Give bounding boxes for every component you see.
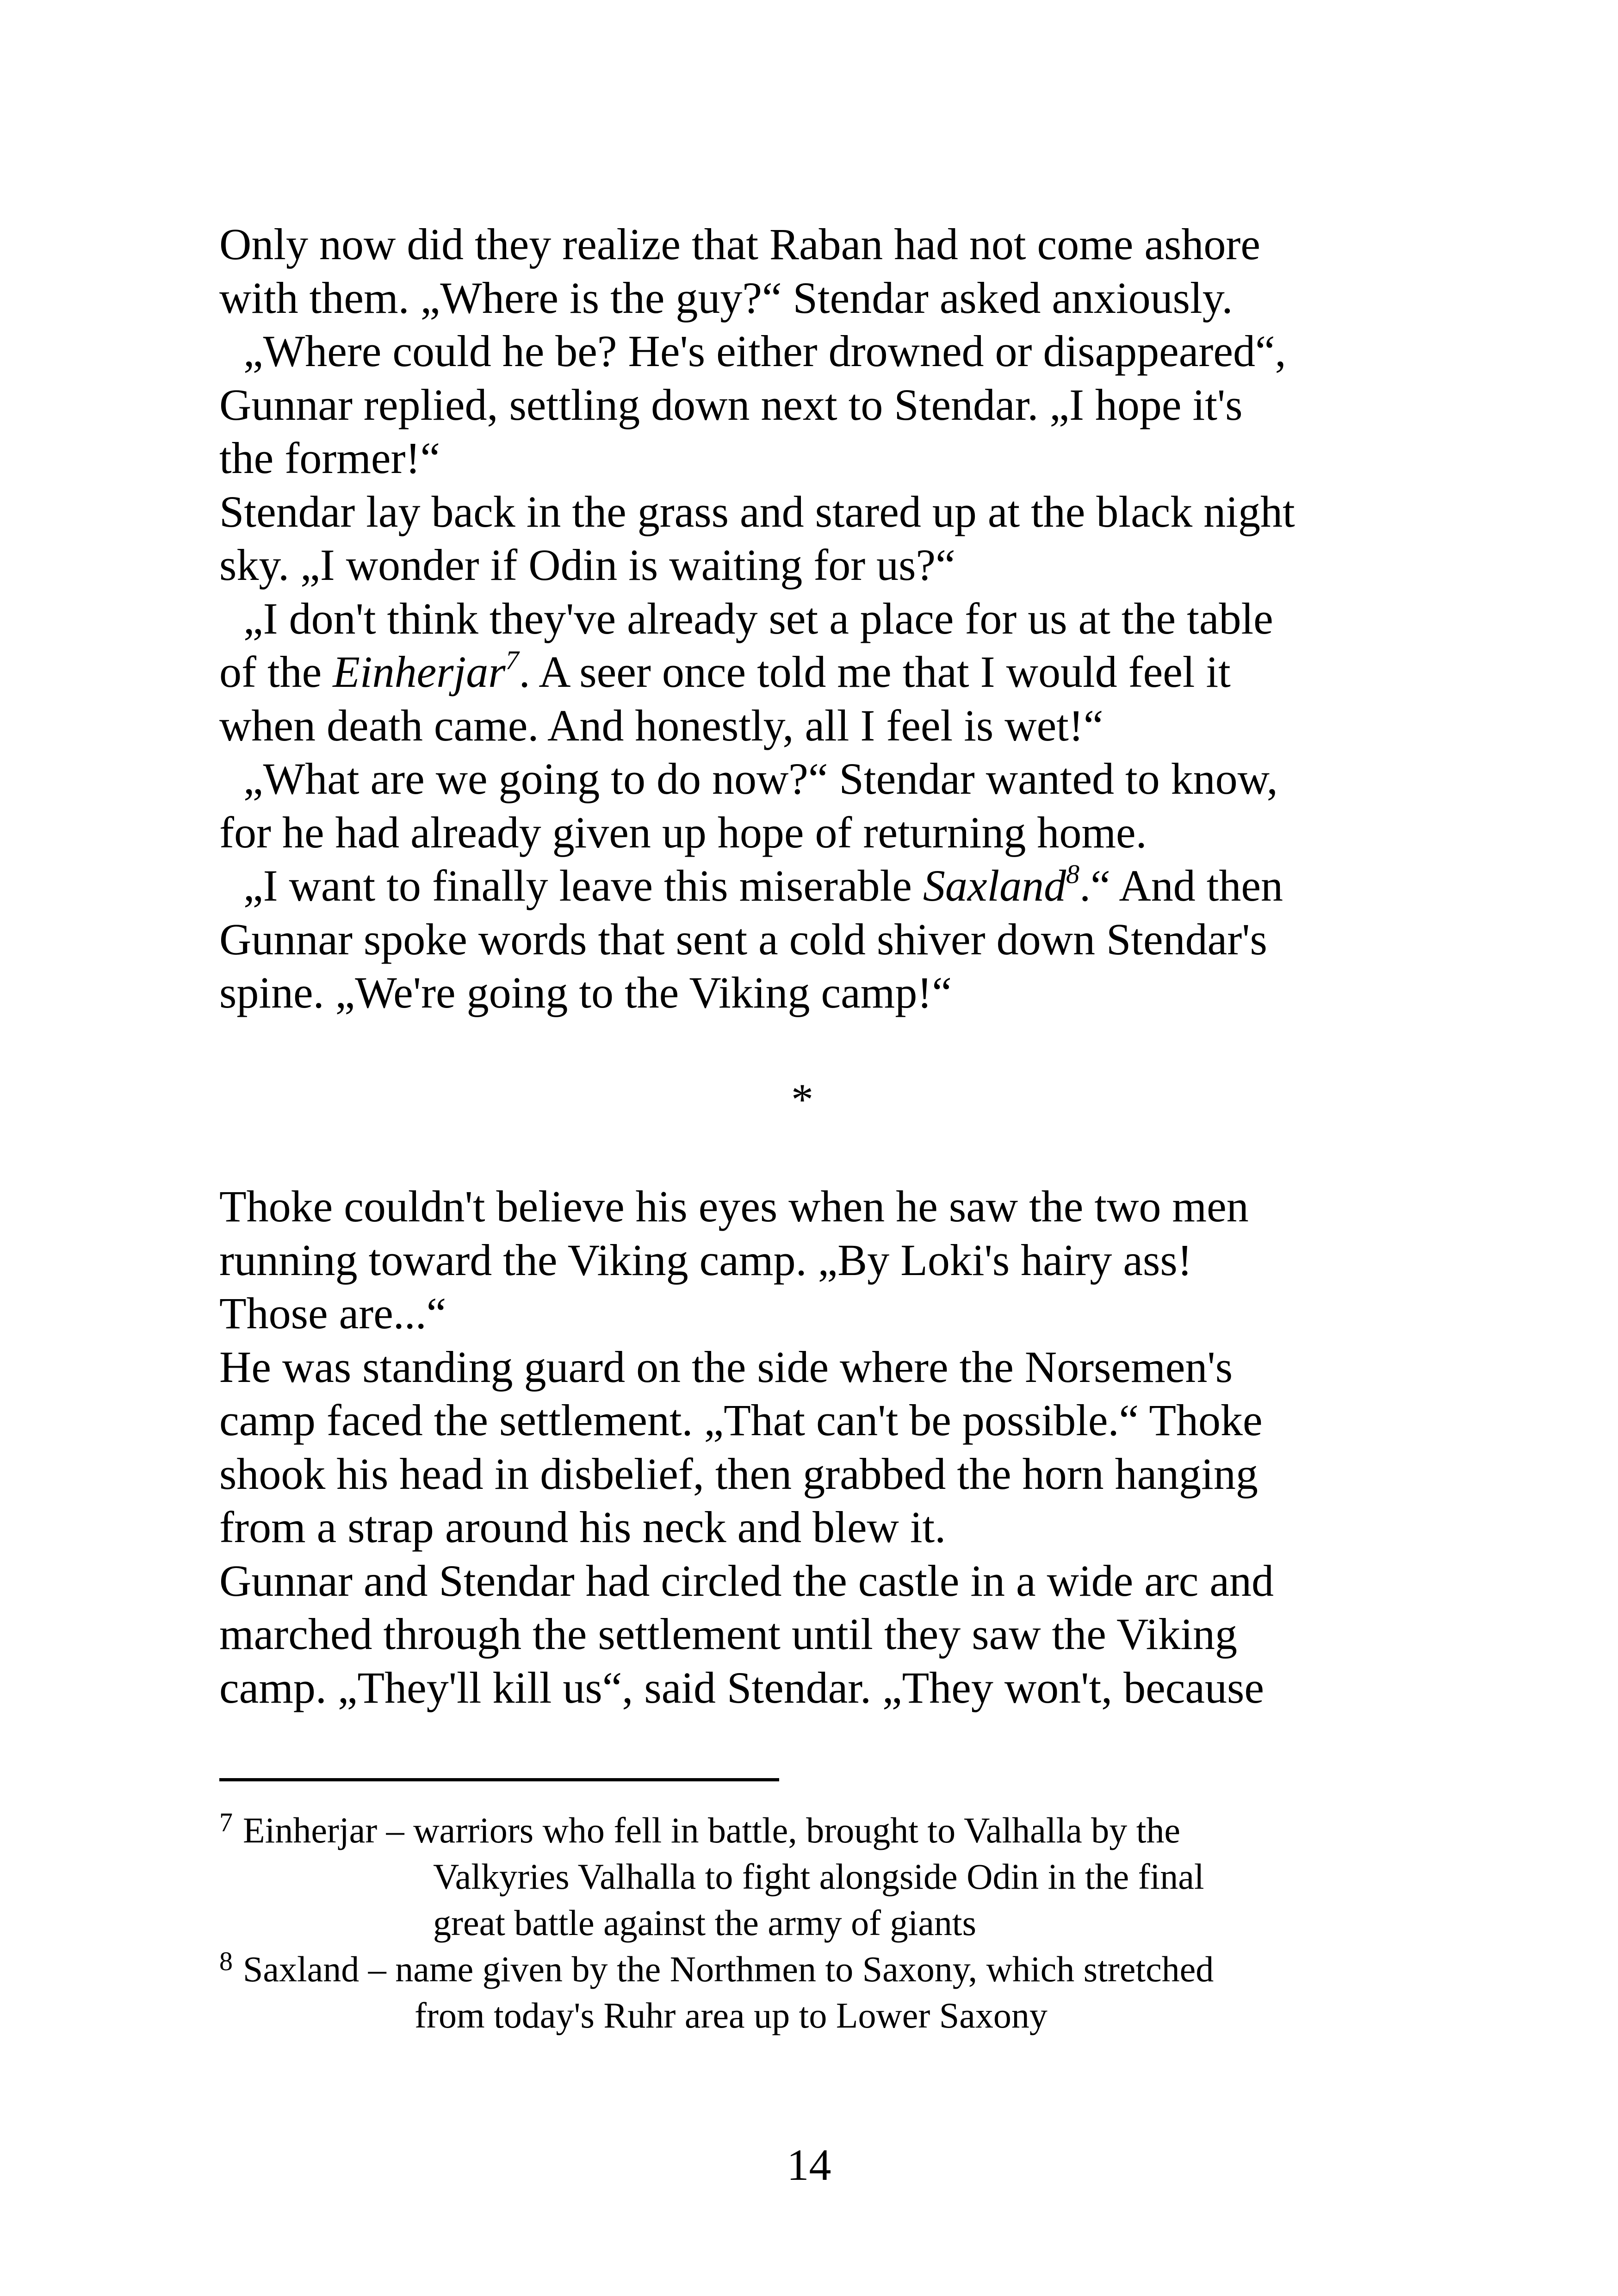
body-text <box>219 218 1385 1714</box>
text-line: Gunnar and Stendar had circled the castle in a wide arc and <box>219 1556 1274 1605</box>
footnote-divider <box>219 1778 779 1781</box>
text-line: Thoke couldn't believe his eyes when he saw the two men <box>219 1182 1249 1231</box>
footnote-reference-7: 7 <box>505 645 519 675</box>
text-line: „I don't think they've already set a place for us at the table <box>243 593 1273 643</box>
footnote-number: 8 <box>219 1946 233 1976</box>
text-line: sky. „I wonder if Odin is waiting for us?“ <box>219 540 955 590</box>
text-segment: of the <box>219 647 333 697</box>
text-line: shook his head in disbelief, then grabbed the horn hanging <box>219 1449 1258 1499</box>
footnote-7 <box>219 1807 1422 1946</box>
footnotes <box>219 1807 1422 2039</box>
text-line: when death came. And honestly, all I feel is wet!“ <box>219 700 1103 750</box>
text-segment: . A seer once told me that I would feel it <box>519 647 1231 697</box>
text-line: Those are...“ <box>219 1288 446 1338</box>
footnote-line <box>219 1807 1422 1854</box>
footnote-line <box>219 1946 1422 1992</box>
text-line: „Where could he be? He's either drowned or disappeared“, <box>243 326 1286 376</box>
footnote-8 <box>219 1946 1422 2039</box>
text-line: camp faced the settlement. „That can't be possible.“ Thoke <box>219 1395 1263 1445</box>
term-saxland: Saxland <box>923 861 1066 910</box>
section-separator: * <box>791 1075 813 1124</box>
blank-line <box>219 1020 1385 1073</box>
footnote-line: Valkyries Valhalla to fight alongside Odin in the final <box>433 1856 1204 1897</box>
footnote-reference-8: 8 <box>1066 859 1080 889</box>
text-line: Stendar lay back in the grass and stared up at the black night <box>219 486 1295 536</box>
page-number: 14 <box>787 2140 831 2190</box>
text-line: the former!“ <box>219 433 440 483</box>
text-line: running toward the Viking camp. „By Loki's hairy ass! <box>219 1235 1192 1285</box>
text-segment: .“ And then <box>1079 861 1283 910</box>
footnote-number: 7 <box>219 1807 233 1837</box>
footnote-text: Saxland – name given by the Northmen to Saxony, which stretched <box>243 1949 1214 1989</box>
text-line: „What are we going to do now?“ Stendar wanted to know, <box>243 754 1278 803</box>
text-line: for he had already given up hope of returning home. <box>219 807 1147 857</box>
text-line: spine. „We're going to the Viking camp!“ <box>219 968 952 1017</box>
footnote-line: great battle against the army of giants <box>433 1903 976 1943</box>
footnote-line: from today's Ruhr area up to Lower Saxony <box>415 1995 1048 2035</box>
text-segment: „I want to finally leave this miserable <box>243 861 923 910</box>
text-line <box>219 859 1385 913</box>
blank-line <box>219 1126 1385 1180</box>
text-line: camp. „They'll kill us“, said Stendar. „They won't, because <box>219 1662 1264 1712</box>
text-line <box>219 645 1385 699</box>
text-line: He was standing guard on the side where the Norsemen's <box>219 1342 1233 1392</box>
text-line: Gunnar spoke words that sent a cold shiver down Stendar's <box>219 914 1267 964</box>
text-line: Only now did they realize that Raban had not come ashore <box>219 219 1260 269</box>
footnote-text: Einherjar – warriors who fell in battle, brought to Valhalla by the <box>243 1810 1181 1850</box>
text-line: Gunnar replied, settling down next to Stendar. „I hope it's <box>219 380 1243 429</box>
text-line: with them. „Where is the guy?“ Stendar asked anxiously. <box>219 273 1233 323</box>
text-line: from a strap around his neck and blew it. <box>219 1502 946 1552</box>
text-line: marched through the settlement until they saw the Viking <box>219 1609 1237 1659</box>
term-einherjar: Einherjar <box>333 647 506 697</box>
